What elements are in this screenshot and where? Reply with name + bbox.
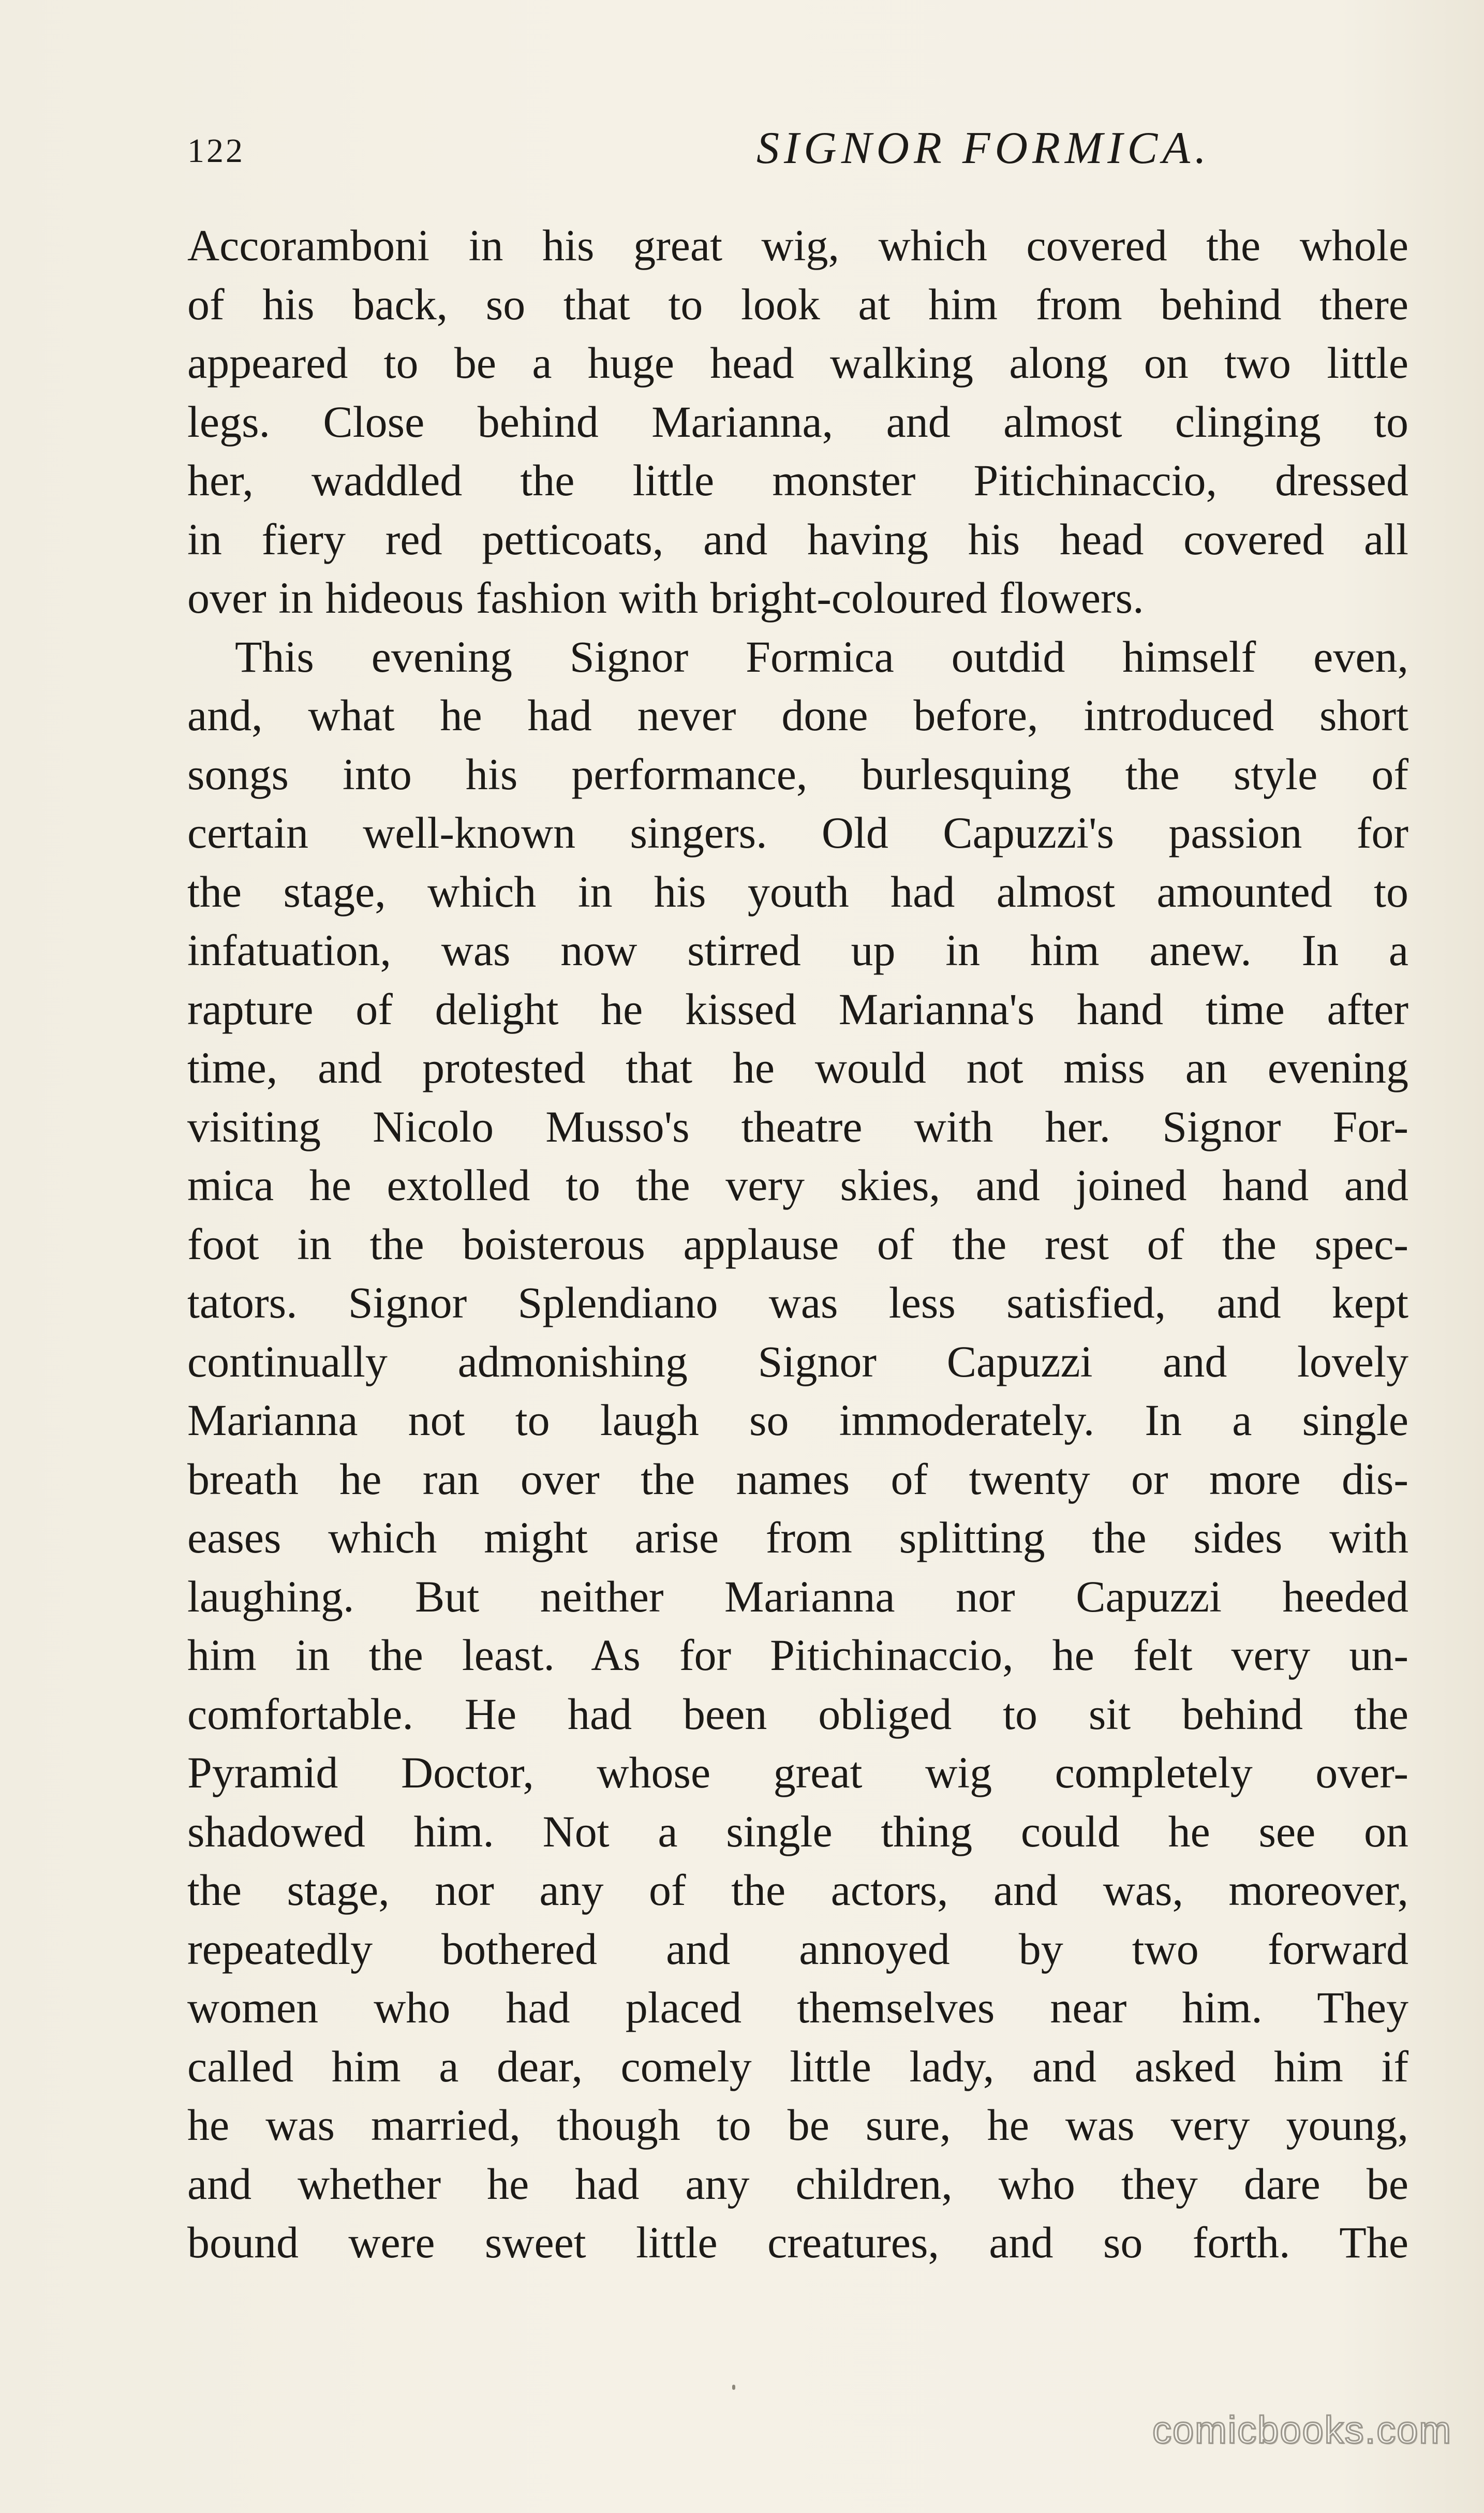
text-line: Marianna not to laugh so immoderately. In a single <box>187 1395 1408 1445</box>
paper-speck <box>732 2385 735 2390</box>
text-line: called him a dear, comely little lady, and asked him if <box>187 2041 1408 2091</box>
text-line: appeared to be a huge head walking along on two little <box>187 338 1408 388</box>
page-header <box>187 122 1408 179</box>
text-line: over in hideous fashion with bright-coloured flowers. <box>187 573 1144 623</box>
text-line: songs into his performance, burlesquing the style of <box>187 749 1408 799</box>
text-line: women who had placed themselves near him. They <box>187 1983 1408 2032</box>
paragraph-first-line: This evening Signor Formica outdid himself even, <box>235 631 1408 682</box>
watermark: comicbooks.com <box>1152 2408 1452 2451</box>
text-line: her, waddled the little monster Pitichinaccio, dressed <box>187 455 1408 505</box>
text-line: Pyramid Doctor, whose great wig completely over- <box>187 1748 1408 1797</box>
text-line: in fiery red petticoats, and having his head covered all <box>187 514 1408 564</box>
text-line: tators. Signor Splendiano was less satisfied, and kept <box>187 1278 1408 1327</box>
body-text <box>187 216 1408 2272</box>
text-line: visiting Nicolo Musso's theatre with her. Signor For- <box>187 1101 1408 1151</box>
text-line: bound were sweet little creatures, and so forth. The <box>187 2218 1408 2267</box>
text-line: the stage, nor any of the actors, and was, moreover, <box>187 1865 1408 1915</box>
text-line: him in the least. As for Pitichinaccio, he felt very un- <box>187 1630 1408 1680</box>
text-line: laughing. But neither Marianna nor Capuzzi heeded <box>187 1571 1408 1621</box>
text-line: rapture of delight he kissed Marianna's hand time after <box>187 984 1408 1034</box>
text-line: foot in the boisterous applause of the rest of the spec- <box>187 1219 1408 1269</box>
text-line: legs. Close behind Marianna, and almost clinging to <box>187 396 1408 447</box>
text-line: shadowed him. Not a single thing could he see on <box>187 1806 1408 1856</box>
text-line: comfortable. He had been obliged to sit behind the <box>187 1689 1408 1739</box>
text-line: time, and protested that he would not miss an evening <box>187 1043 1408 1092</box>
text-line: repeatedly bothered and annoyed by two forward <box>187 1924 1408 1974</box>
text-line: the stage, which in his youth had almost amounted to <box>187 866 1408 916</box>
text-line: breath he ran over the names of twenty or more dis- <box>187 1454 1408 1504</box>
text-line: and, what he had never done before, introduced short <box>187 690 1408 740</box>
text-line: certain well-known singers. Old Capuzzi's passion for <box>187 808 1408 858</box>
text-line: and whether he had any children, who they dare be <box>187 2159 1408 2209</box>
running-title: SIGNOR FORMICA. <box>756 123 1211 173</box>
text-line: Accoramboni in his great wig, which covered the whole <box>187 220 1408 270</box>
text-line: mica he extolled to the very skies, and joined hand and <box>187 1160 1408 1210</box>
text-line: continually admonishing Signor Capuzzi and lovely <box>187 1336 1408 1386</box>
text-line: he was married, though to be sure, he was very young, <box>187 2100 1408 2150</box>
text-line: of his back, so that to look at him from behind there <box>187 279 1408 329</box>
text-line: eases which might arise from splitting the sides with <box>187 1513 1408 1562</box>
text-line: infatuation, was now stirred up in him anew. In a <box>187 925 1408 975</box>
page-number: 122 <box>187 132 245 170</box>
